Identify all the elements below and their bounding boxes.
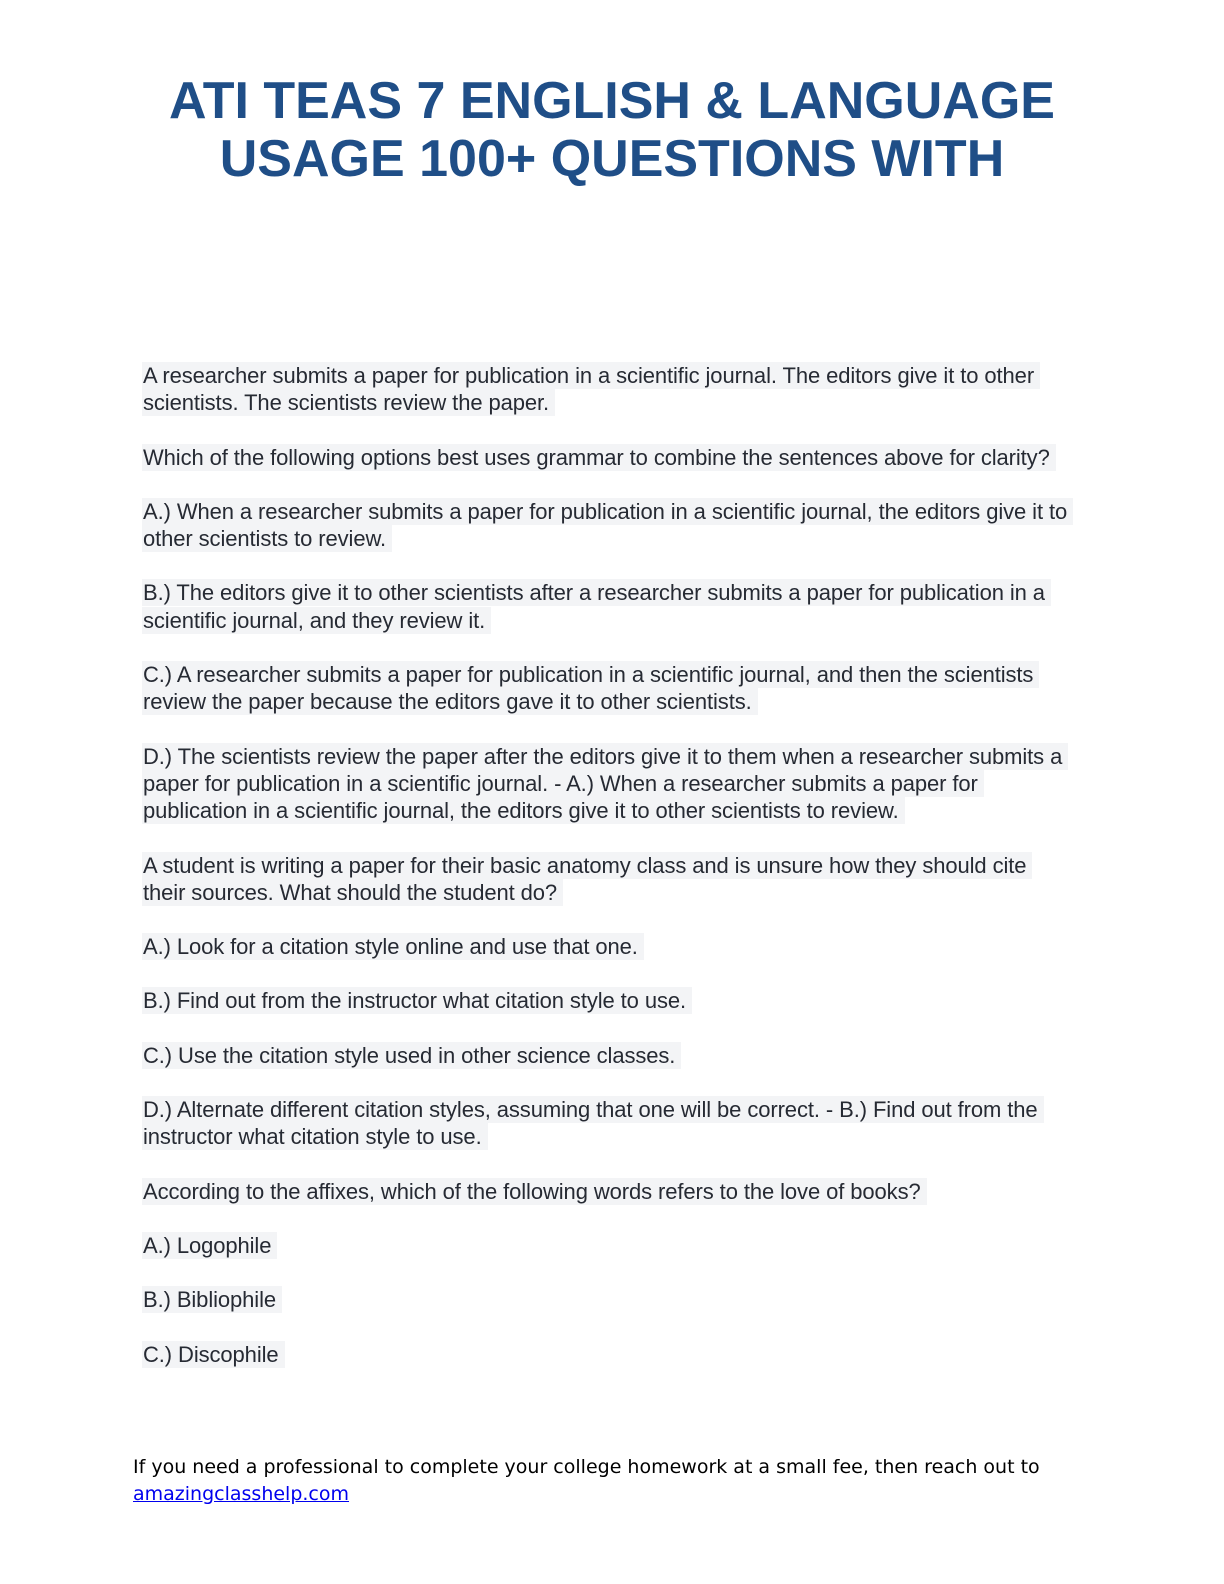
question-3-option-a [142,1232,1072,1259]
paragraph-text: A.) Logophile [142,1232,277,1259]
question-content [142,362,1072,1395]
question-1-stem [142,362,1072,417]
paragraph-text: According to the affixes, which of the following words refers to the love of books? [142,1178,927,1205]
question-1-option-b [142,579,1072,634]
question-2-option-b [142,987,1072,1014]
question-2-stem [142,852,1072,907]
question-3-option-b [142,1286,1072,1313]
paragraph-text: Which of the following options best uses grammar to combine the sentences above for clarity? [142,444,1056,471]
paragraph-text: A student is writing a paper for their basic anatomy class and is unsure how they should cite their sources. What should the student do? [142,852,1032,906]
paragraph-text: D.) The scientists review the paper after the editors give it to them when a researcher submits a paper for publication in a scientific journal. - A.) When a researcher submits a paper for publication in a scientific journal, the editors give it to other scientists to review. [142,743,1068,825]
question-1-prompt [142,444,1072,471]
paragraph-text: D.) Alternate different citation styles, assuming that one will be correct. - B.) Find out from the instructor what citation style to use. [142,1096,1044,1150]
question-2-option-a [142,933,1072,960]
question-1-option-c [142,661,1072,716]
paragraph-text: C.) Use the citation style used in other science classes. [142,1042,681,1069]
paragraph-text: B.) Bibliophile [142,1286,282,1313]
question-2-option-c [142,1042,1072,1069]
question-3-stem [142,1178,1072,1205]
paragraph-text: A researcher submits a paper for publication in a scientific journal. The editors give it to other scientists. The scientists review the paper. [142,362,1040,416]
title-line-2: USAGE 100+ QUESTIONS WITH [219,130,1005,188]
paragraph-text: C.) A researcher submits a paper for publication in a scientific journal, and then the scientists review the paper because the editors gave it to other scientists. [142,661,1039,715]
paragraph-text: B.) Find out from the instructor what citation style to use. [142,987,692,1014]
paragraph-text: B.) The editors give it to other scientists after a researcher submits a paper for publication in a scientific journal, and they review it. [142,579,1051,633]
paragraph-text: C.) Discophile [142,1341,285,1368]
footer-link[interactable]: amazingclasshelp.com [133,1483,350,1505]
footer-promo [133,1454,1093,1508]
paragraph-text: A.) Look for a citation style online and use that one. [142,933,644,960]
question-2-option-d-answer [142,1096,1072,1151]
question-1-option-d-answer [142,743,1072,825]
paragraph-text: A.) When a researcher submits a paper for publication in a scientific journal, the editors give it to other scientists to review. [142,498,1073,552]
question-3-option-c [142,1341,1072,1368]
title-line-1: ATI TEAS 7 ENGLISH & LANGUAGE [169,72,1055,130]
question-1-option-a [142,498,1072,553]
document-title [0,72,1224,188]
footer-text: If you need a professional to complete your college homework at a small fee, then reach out to [133,1456,1040,1478]
